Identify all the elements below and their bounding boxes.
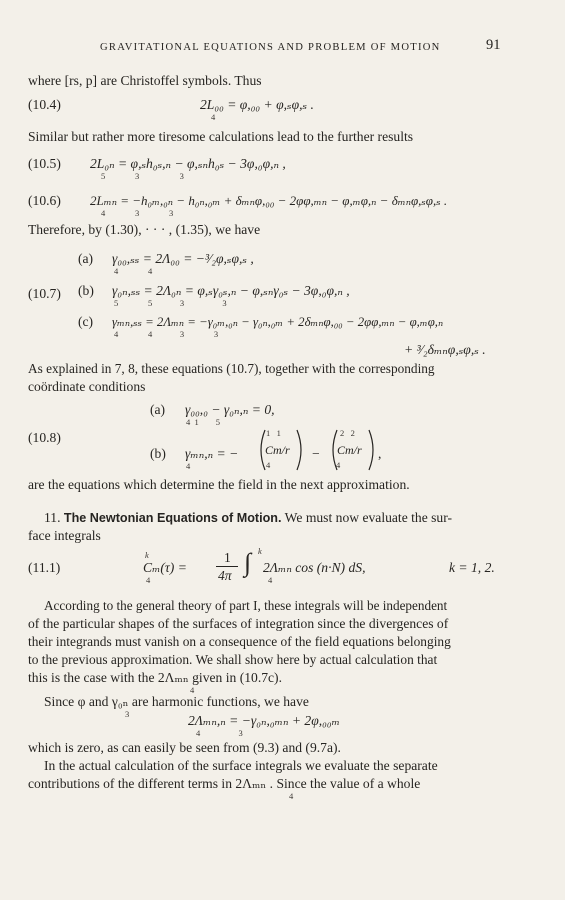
text-line: As explained in 7, 8, these equations (10.7), together with the corresponding	[28, 361, 435, 376]
subscript-index: 4 1 5	[186, 417, 220, 427]
equation-10-7b: γ₀ₙ,ₛₛ = 2Λ₀ₙ = φ,ₛγ₀ₛ,ₙ − φ,ₛₙγ₀ₛ − 3φ,₀φ,ₙ ,	[112, 283, 350, 298]
bracket-inner: Cm/r	[265, 443, 290, 457]
subscript-index: 4	[289, 791, 294, 801]
section-number: 11.	[44, 510, 61, 525]
text-line: According to the general theory of part I, these integrals will be independent	[44, 598, 448, 613]
bracket-index-top: 2 2	[340, 428, 355, 438]
equation-10-7c-continued: + ³⁄₂δₘₙφ,ₛφ,ₛ .	[404, 342, 486, 357]
equation-10-7a: γ₀₀,ₛₛ = 2Λ₀₀ = −³⁄₂φ,ₛφ,ₛ ,	[112, 251, 254, 266]
equation-number: (11.1)	[28, 560, 61, 575]
subscript-index: 4 4	[114, 266, 153, 276]
equation-number: (10.4)	[28, 97, 61, 112]
text-line: coördinate conditions	[28, 379, 146, 394]
subscript-index: 5 5 3 3	[114, 298, 227, 308]
section-heading	[44, 510, 452, 526]
subscript-index: 4	[211, 112, 216, 122]
text-line: of the particular shapes of the surfaces of integration since the divergences of	[28, 616, 449, 631]
equation-10-7c: γₘₙ,ₛₛ = 2Λₘₙ = −γ₀ₘ,₀ₙ − γ₀ₙ,₀ₘ + 2δₘₙφ,₀₀ − 2φφ,ₘₙ − φ,ₘφ,ₙ	[112, 315, 444, 329]
equation-tag: (c)	[78, 314, 94, 329]
text-line: which is zero, as can easily be seen from (9.3) and (9.7a).	[28, 740, 341, 755]
subscript-index: 4	[146, 575, 151, 585]
running-title: GRAVITATIONAL EQUATIONS AND PROBLEM OF MOTION	[100, 42, 441, 53]
fraction-bar	[216, 566, 238, 567]
section-title: The Newtonian Equations of Motion.	[63, 511, 282, 525]
text-line: where [rs, p] are Christoffel symbols. Thus	[28, 73, 262, 88]
text-line: Since φ and γ₀ₙ are harmonic functions, we have	[44, 694, 309, 709]
equation-tag: (b)	[150, 446, 166, 461]
text-line: Therefore, by (1.30), · · · , (1.35), we have	[28, 222, 261, 237]
equation-tag: (a)	[150, 402, 166, 417]
equation-10-4: 2L₀₀ = φ,₀₀ + φ,ₛφ,ₛ .	[200, 97, 314, 112]
equation-number: (10.8)	[28, 430, 61, 445]
equation-11-1-lhs: Cₘ(τ) =	[143, 560, 187, 575]
equation-number: (10.7)	[28, 286, 61, 301]
bracket-index-bottom: 4	[336, 460, 341, 470]
subscript-index: 3	[125, 709, 130, 719]
text-line: their integrands must vanish on a consequence of the field equations belonging	[28, 634, 451, 649]
text-line: contributions of the different terms in 2Λₘₙ . Since the value of a whole	[28, 776, 421, 791]
subscript-index: 4 3	[196, 728, 243, 738]
text-line: to the previous approximation. We shall show here by actual calculation that	[28, 652, 438, 667]
equation-10-6: 2Lₘₙ = −h₀ₘ,₀ₙ − h₀ₙ,₀ₘ + δₘₙφ,₀₀ − 2φφ,ₘₙ − φ,ₘφ,ₙ − δₘₙφ,ₛφ,ₛ .	[90, 193, 448, 208]
subscript-index: 4 4 3 3	[114, 329, 219, 339]
text-line: In the actual calculation of the surface integrals we evaluate the separate	[44, 758, 438, 773]
fraction-denominator: 4π	[218, 568, 232, 583]
equation-10-8a: γ₀₀,₀ − γ₀ₙ,ₙ = 0,	[185, 402, 275, 417]
equation-number: (10.6)	[28, 193, 61, 208]
minus-sign: −	[312, 446, 320, 461]
section-text: We must now evaluate the sur-	[284, 510, 453, 525]
subscript-index: 4	[186, 461, 191, 471]
superscript-k: k	[145, 550, 149, 560]
equation-tag: (b)	[78, 283, 94, 298]
comma: ,	[378, 446, 382, 461]
equation-number: (10.5)	[28, 156, 61, 171]
equation-10-8b-lhs: γₘₙ,ₙ = −	[185, 446, 239, 461]
subscript-index: 5 3 3	[101, 171, 184, 181]
bracket-inner: Cm/r	[337, 443, 362, 457]
equation-tag: (a)	[78, 251, 94, 266]
text-line: face integrals	[28, 528, 101, 543]
equation-divergence: 2Λₘₙ,ₙ = −γ₀ₙ,₀ₘₙ + 2φ,₀₀ₘ	[188, 713, 340, 728]
equation-condition: k = 1, 2.	[449, 560, 495, 575]
integral-sign: ∫	[244, 548, 252, 577]
text-line: are the equations which determine the field in the next approximation.	[28, 477, 410, 492]
text-line: this is the case with the 2Λₘₙ given in (10.7c).	[28, 670, 282, 685]
bracket-index-top: 1 1	[266, 428, 281, 438]
text-line: Similar but rather more tiresome calculations lead to the further results	[28, 129, 414, 144]
equation-11-1-rhs: 2Λₘₙ cos (n·N) dS,	[263, 560, 366, 575]
fraction-numerator: 1	[224, 550, 231, 565]
subscript-index: 4	[190, 685, 195, 695]
bracket-index-bottom: 4	[266, 460, 271, 470]
subscript-index: 4	[268, 575, 273, 585]
subscript-index: 4 3 3	[101, 208, 174, 218]
equation-10-5: 2L₀ₙ = φ,ₛh₀ₛ,ₙ − φ,ₛₙh₀ₛ − 3φ,₀φ,ₙ ,	[90, 156, 286, 171]
page-number: 91	[486, 37, 501, 53]
integral-upper-limit: k	[258, 546, 262, 556]
